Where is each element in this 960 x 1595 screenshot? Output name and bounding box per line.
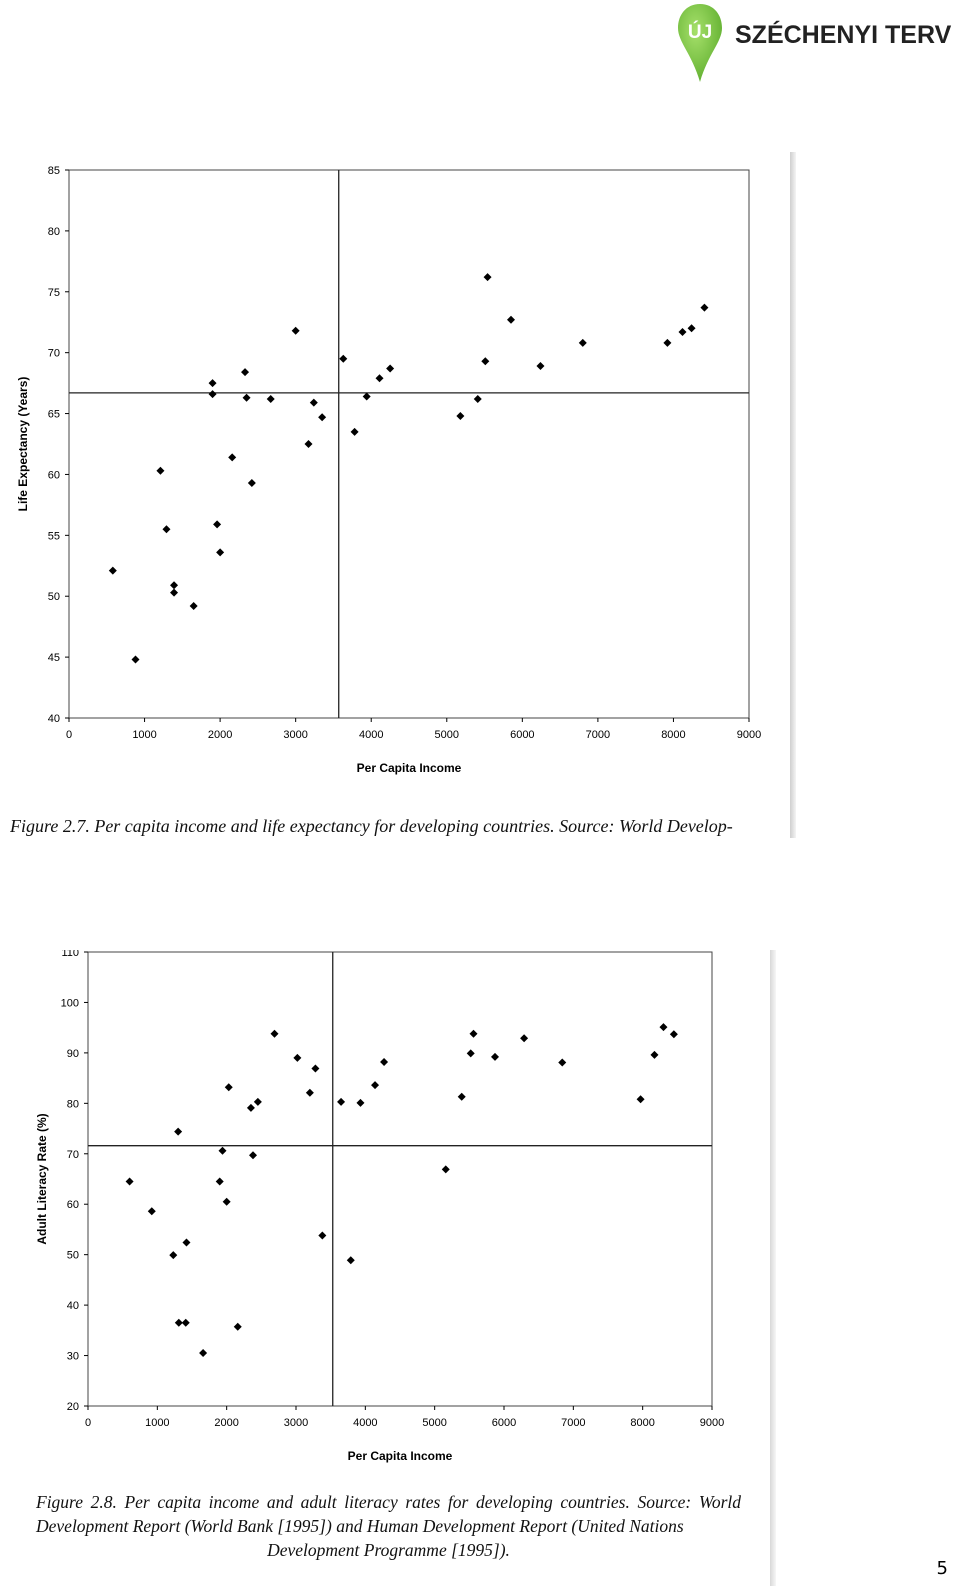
caption-line: Figure 2.8. Per capita income and adult literacy rates for developing countries. Source: World xyxy=(36,1492,741,1512)
data-point xyxy=(248,479,256,487)
y-tick-label: 50 xyxy=(47,591,60,604)
data-point xyxy=(174,1128,182,1136)
data-point xyxy=(199,1349,207,1357)
data-point xyxy=(484,273,492,281)
data-point xyxy=(663,339,671,347)
data-point xyxy=(310,399,318,407)
data-point xyxy=(339,355,347,363)
x-tick-label: 0 xyxy=(65,729,73,741)
x-tick-label: 3000 xyxy=(283,1417,309,1429)
data-point xyxy=(209,379,217,387)
data-point xyxy=(182,1239,190,1247)
x-tick-label: 7000 xyxy=(561,1417,586,1429)
y-tick-label: 80 xyxy=(47,225,60,238)
y-tick-label: 110 xyxy=(61,950,79,959)
data-point xyxy=(474,395,482,403)
data-point xyxy=(376,374,384,382)
x-axis-label: Per Capita Income xyxy=(356,761,462,775)
data-point xyxy=(507,316,515,324)
y-tick-label: 45 xyxy=(47,652,60,665)
y-axis-label: Life Expectancy (Years) xyxy=(16,376,30,512)
logo-graphic xyxy=(678,0,960,90)
figure-2-8-caption xyxy=(36,1490,741,1562)
data-point xyxy=(469,1030,477,1038)
figure-2-7-scan xyxy=(6,152,796,838)
data-point xyxy=(170,589,178,597)
x-tick-label: 1000 xyxy=(132,729,157,741)
x-tick-label: 2000 xyxy=(207,729,233,741)
y-tick-label: 70 xyxy=(66,1148,79,1161)
data-point xyxy=(175,1319,183,1327)
x-axis-label: Per Capita Income xyxy=(347,1449,453,1463)
figure-2-7-caption: Figure 2.7. Per capita income and life expectancy for developing countries. Source: World Develop- xyxy=(10,816,733,836)
data-point xyxy=(249,1151,257,1159)
data-point xyxy=(306,1089,314,1097)
data-point xyxy=(223,1198,231,1206)
x-tick-label: 4000 xyxy=(353,1417,378,1429)
y-tick-label: 60 xyxy=(66,1199,79,1212)
y-axis-label: Adult Literacy Rate (%) xyxy=(35,1113,49,1245)
data-point xyxy=(456,412,464,420)
x-tick-label: 8000 xyxy=(661,729,686,741)
x-tick-label: 4000 xyxy=(358,729,384,741)
data-point xyxy=(148,1207,156,1215)
data-point xyxy=(292,327,300,335)
data-point xyxy=(491,1053,499,1061)
y-tick-label: 65 xyxy=(47,408,60,421)
life-expectancy-scatter-chart xyxy=(6,152,790,816)
data-point xyxy=(190,602,198,610)
data-point xyxy=(442,1165,450,1173)
data-point xyxy=(225,1083,233,1091)
data-point xyxy=(558,1058,566,1066)
y-tick-label: 80 xyxy=(66,1098,79,1111)
szechenyi-terv-logo xyxy=(678,0,960,90)
data-point xyxy=(156,467,164,475)
data-point xyxy=(293,1054,301,1062)
data-point xyxy=(182,1319,190,1327)
y-tick-label: 30 xyxy=(66,1350,79,1363)
data-point xyxy=(318,413,326,421)
data-point xyxy=(228,453,236,461)
data-point xyxy=(234,1323,242,1331)
data-point xyxy=(318,1231,326,1239)
data-point xyxy=(243,394,251,402)
data-point xyxy=(363,393,371,401)
data-point xyxy=(271,1030,279,1038)
x-tick-label: 8000 xyxy=(630,1417,655,1429)
data-point xyxy=(380,1058,388,1066)
data-point xyxy=(481,357,489,365)
data-point xyxy=(337,1098,345,1106)
data-point xyxy=(267,395,275,403)
data-point xyxy=(351,428,359,436)
data-point xyxy=(241,368,249,376)
x-tick-label: 7000 xyxy=(585,729,611,741)
y-tick-label: 85 xyxy=(47,165,60,177)
data-point xyxy=(579,339,587,347)
data-point xyxy=(520,1034,528,1042)
logo-badge-text: ÚJ xyxy=(687,22,713,43)
y-tick-label: 40 xyxy=(47,713,60,725)
data-point xyxy=(216,1178,224,1186)
y-tick-label: 90 xyxy=(66,1047,79,1060)
scan-edge-shadow xyxy=(790,152,796,838)
y-tick-label: 100 xyxy=(60,997,79,1010)
x-tick-label: 0 xyxy=(84,1417,92,1429)
data-point xyxy=(347,1256,355,1264)
data-point xyxy=(371,1081,379,1089)
data-point xyxy=(169,1251,177,1259)
data-point xyxy=(670,1030,678,1038)
caption-line: Development Programme [1995]). xyxy=(267,1540,510,1560)
data-point xyxy=(700,304,708,312)
data-point xyxy=(679,328,687,336)
logo-brand-text: SZÉCHENYI TERV xyxy=(735,21,952,49)
data-point xyxy=(536,362,544,370)
y-tick-label: 60 xyxy=(47,469,60,482)
y-tick-label: 75 xyxy=(47,286,60,299)
y-tick-label: 55 xyxy=(47,530,60,543)
data-point xyxy=(311,1065,319,1073)
data-point xyxy=(356,1099,364,1107)
x-tick-label: 5000 xyxy=(434,729,460,741)
data-point xyxy=(637,1095,645,1103)
x-tick-label: 2000 xyxy=(214,1417,239,1429)
data-point xyxy=(688,324,696,332)
x-tick-label: 3000 xyxy=(283,729,308,741)
scan-edge-shadow xyxy=(770,950,776,1586)
x-tick-label: 6000 xyxy=(491,1417,517,1429)
data-point xyxy=(386,364,394,372)
data-point xyxy=(131,656,139,664)
x-tick-label: 6000 xyxy=(510,729,535,741)
caption-line: Development Report (World Bank [1995]) and Human Development Report (United Nations xyxy=(36,1516,684,1536)
x-tick-label: 9000 xyxy=(736,729,762,741)
data-point xyxy=(162,525,170,533)
data-point xyxy=(109,567,117,575)
data-point xyxy=(126,1178,134,1186)
data-point xyxy=(458,1093,466,1101)
x-tick-label: 5000 xyxy=(422,1417,447,1429)
data-point xyxy=(209,390,217,398)
data-point xyxy=(254,1098,262,1106)
data-point xyxy=(213,520,221,528)
data-point xyxy=(219,1147,227,1155)
plot-area-frame xyxy=(88,952,712,1406)
data-point xyxy=(650,1051,658,1059)
y-tick-label: 40 xyxy=(66,1300,79,1313)
data-point xyxy=(467,1049,475,1057)
data-point xyxy=(305,440,313,448)
data-point xyxy=(247,1104,255,1112)
data-point xyxy=(170,581,178,589)
data-point xyxy=(216,548,224,556)
y-tick-label: 20 xyxy=(66,1401,79,1413)
pin-shape xyxy=(678,4,722,82)
data-point xyxy=(659,1023,667,1031)
x-tick-label: 9000 xyxy=(699,1417,725,1429)
x-tick-label: 1000 xyxy=(145,1417,170,1429)
literacy-scatter-chart xyxy=(22,950,770,1480)
page-number: 5 xyxy=(936,1558,948,1579)
y-tick-label: 50 xyxy=(66,1249,79,1262)
plot-area-frame xyxy=(69,170,749,718)
y-tick-label: 70 xyxy=(47,347,60,360)
